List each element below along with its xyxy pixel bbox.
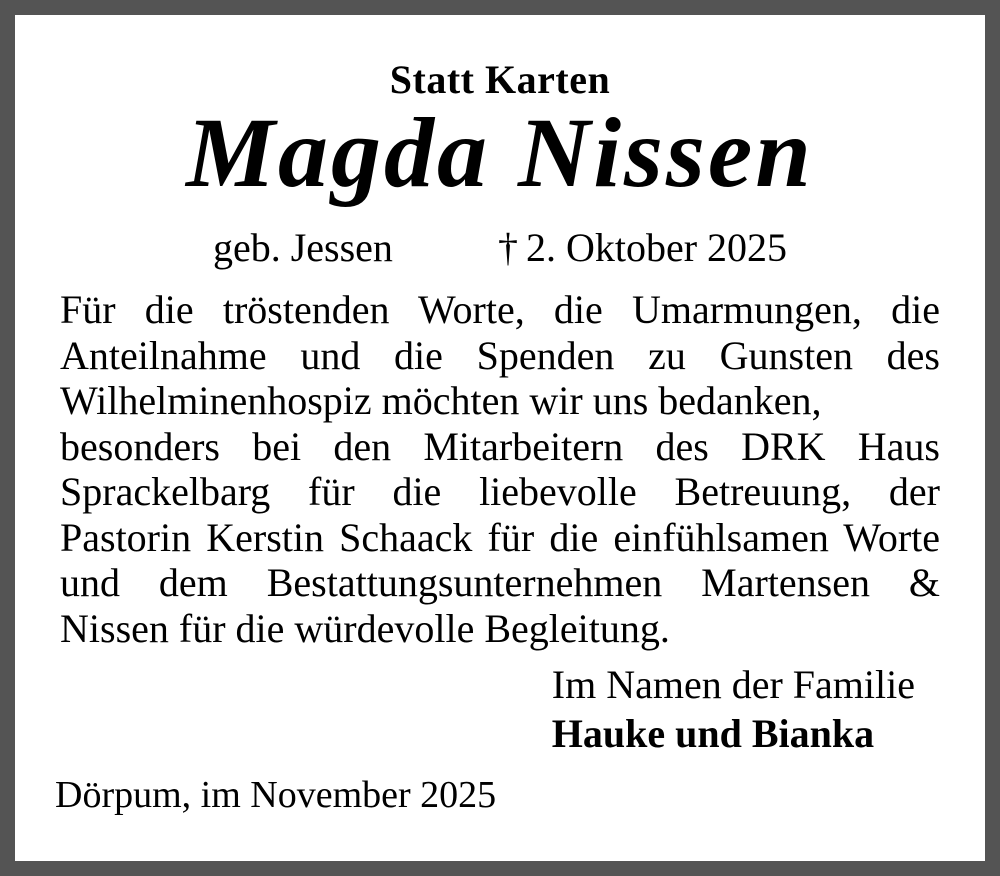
birth-name: geb. Jessen [212,225,393,270]
body-line: Wilhelminenhospiz möchten wir uns bedanken, [60,378,822,423]
body-line: Für die tröstenden Worte, die Umarmungen, die [60,287,940,332]
obituary-content [15,15,985,861]
thank-you-paragraph [60,287,940,651]
family-names: Hauke und Bianka [551,711,875,756]
body-line: besonders bei den Mitarbeitern des DRK Haus [60,423,940,469]
birth-death-line [60,225,940,271]
body-line: Anteilnahme und die Spenden zu Gunsten des [60,332,940,378]
place-and-date: Dörpum, im November 2025 [55,774,497,816]
body-line: Nissen für die würdevolle Begleitung. [60,605,670,651]
dagger-cross-icon: † [497,225,518,270]
deceased-name: Magda Nissen [186,97,814,208]
pre-title: Statt Karten [389,57,611,102]
signoff-intro: Im Namen der Familie [551,662,915,707]
body-line: und dem Bestattungsunternehmen Martensen & [60,560,940,605]
family-signoff [552,660,915,758]
death-date-group [498,225,787,271]
body-line: Pastorin Kerstin Schaack für die einfühlsamen Worte [60,514,940,560]
body-line: Sprackelbarg für die liebevolle Betreuung, der [60,469,940,514]
death-date: 2. Oktober 2025 [525,225,788,270]
